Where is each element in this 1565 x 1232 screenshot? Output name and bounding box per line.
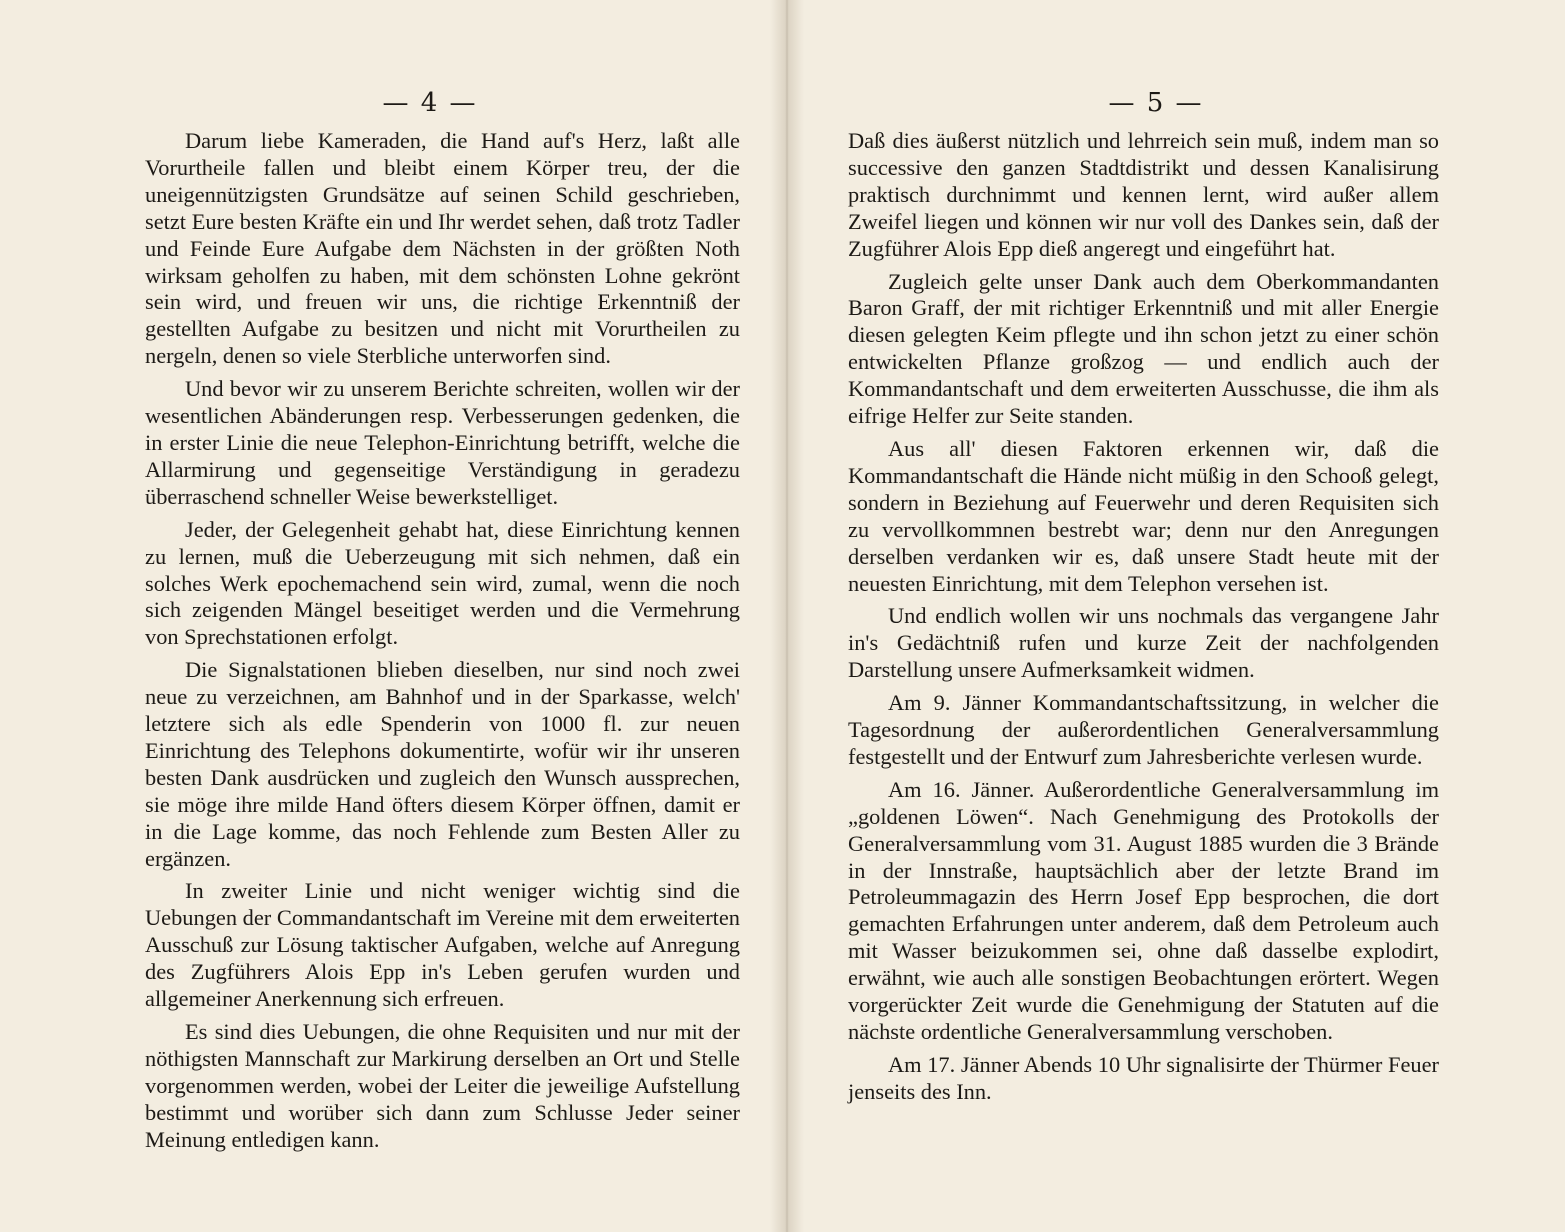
- paragraph: Am 17. Jänner Abends 10 Uhr signalisirte der Thürmer Feuer jenseits des Inn.: [848, 1051, 1439, 1104]
- paragraph: Am 9. Jänner Kommandantschaftssitzung, in welcher die Tagesordnung der außerordentlichen Generalversammlung festgestellt und der Entwurf zum Jahresberichte verlesen wurde.: [848, 690, 1439, 769]
- paragraph: In zweiter Linie und nicht weniger wichtig sind die Uebungen der Commandantschaft im Vereine mit dem erweiterten Ausschuß zur Lösung taktischer Aufgaben, welche auf Anregung des Zugführers Alois Epp in's Leben gerufen wurden und allgemeiner Anerkennung sich erfreuen.: [145, 878, 740, 1012]
- right-page: [786, 0, 1565, 1232]
- paragraph: Darum liebe Kameraden, die Hand auf's Herz, laßt alle Vorurtheile fallen und bleibt einem Körper treu, der die uneigennützigsten Grundsätze auf seinen Schild geschrieben, setzt Eure besten Kräfte ein und Ihr werdet sehen, daß trotz Tadler und Feinde Eure Aufgabe dem Nächsten in der größten Noth wirksam geholfen zu haben, mit dem schönsten Lohne gekrönt sein wird, und freuen wir uns, die richtige Erkenntniß der gestellten Aufgabe zu besitzen und nicht mit Vorurtheilen zu nergeln, denen so viele Sterbliche unterworfen sind.: [145, 128, 740, 369]
- paragraph: Zugleich gelte unser Dank auch dem Oberkommandanten Baron Graff, der mit richtiger Erkenntniß und mit aller Energie diesen gelegten Keim pflegte und ihn schon jetzt zu einer schön entwickelten Pflanze großzog — und endlich auch der Kommandantschaft und dem erweiterten Ausschusse, die ihm als eifrige Helfer zur Seite standen.: [848, 268, 1439, 429]
- book-gutter: [770, 0, 804, 1232]
- paragraph: Und endlich wollen wir uns nochmals das vergangene Jahr in's Gedächtniß rufen und kurze Zeit der nachfolgenden Darstellung unsere Aufmerksamkeit widmen.: [848, 603, 1439, 683]
- paragraph: Aus all' diesen Faktoren erkennen wir, daß die Kommandantschaft die Hände nicht müßig in den Schooß gelegt, sondern in Beziehung auf Feuerwehr und deren Requisiten sich zu vervollkommnen bestrebt war; denn nur den Anregungen derselben verdanken wir es, daß unsere Stadt heute mit der neuesten Einrichtung, mit dem Telephon versehen ist.: [848, 435, 1439, 596]
- paragraph: Daß dies äußerst nützlich und lehrreich sein muß, indem man so successive den ganzen Stadtdistrikt und dessen Kanalisirung praktisch durchnimmt und kennen lernt, wird außer allem Zweifel liegen und können wir nur voll des Dankes sein, daß der Zugführer Alois Epp dieß angeregt und eingeführt hat.: [848, 128, 1439, 261]
- page-number: — 5 —: [1108, 88, 1204, 118]
- page-text: [145, 128, 740, 1160]
- page-number: — 4 —: [382, 88, 478, 118]
- paragraph: Jeder, der Gelegenheit gehabt hat, diese Einrichtung kennen zu lernen, muß die Ueberzeugung mit sich nehmen, daß ein solches Werk epochemachend sein wird, zumal, wenn die noch sich zeigenden Mängel beseitiget werden und die Vermehrung von Sprechstationen erfolgt.: [145, 516, 740, 650]
- paragraph: Es sind dies Uebungen, die ohne Requisiten und nur mit der nöthigsten Mannschaft zur Markirung derselben an Ort und Stelle vorgenommen werden, wobei der Leiter die jeweilige Aufstellung bestimmt und worüber sich dann zum Schlusse Jeder seiner Meinung entledigen kann.: [145, 1019, 740, 1152]
- paragraph: Und bevor wir zu unserem Berichte schreiten, wollen wir der wesentlichen Abänderungen resp. Verbesserungen gedenken, die in erster Linie die neue Telephon-Einrichtung betrifft, welche die Allarmirung und gegenseitige Verständigung in geradezu überraschend schneller Weise bewerkstelliget.: [145, 376, 740, 509]
- paragraph: Die Signalstationen blieben dieselben, nur sind noch zwei neue zu verzeichnen, am Bahnhof und in der Sparkasse, welch' letztere sich als edle Spenderin von 1000 fl. zur neuen Einrichtung des Telephons dokumentirte, wofür wir ihr unseren besten Dank ausdrücken und zugleich den Wunsch aussprechen, sie möge ihre milde Hand öfters diesem Körper öffnen, damit er in die Lage komme, das noch Fehlende zum Besten Aller zu ergänzen.: [145, 657, 740, 871]
- page-text: [848, 128, 1439, 1112]
- paragraph: Am 16. Jänner. Außerordentliche Generalversammlung im „goldenen Löwen“. Nach Genehmigung des Protokolls der Generalversammlung vom 31. August 1885 wurden die 3 Brände in der Innstraße, hauptsächlich aber der letzte Brand im Petroleummagazin des Herrn Josef Epp besprochen, die dort gemachten Erfahrungen unter anderem, daß dem Petroleum auch mit Wasser beizukommen sei, ohne daß dasselbe explodirt, erwähnt, wie auch alle sonstigen Beobachtungen erörtert. Wegen vorgerückter Zeit wurde die Genehmigung der Statuten auf die nächste ordentliche Generalversammlung verschoben.: [848, 776, 1439, 1044]
